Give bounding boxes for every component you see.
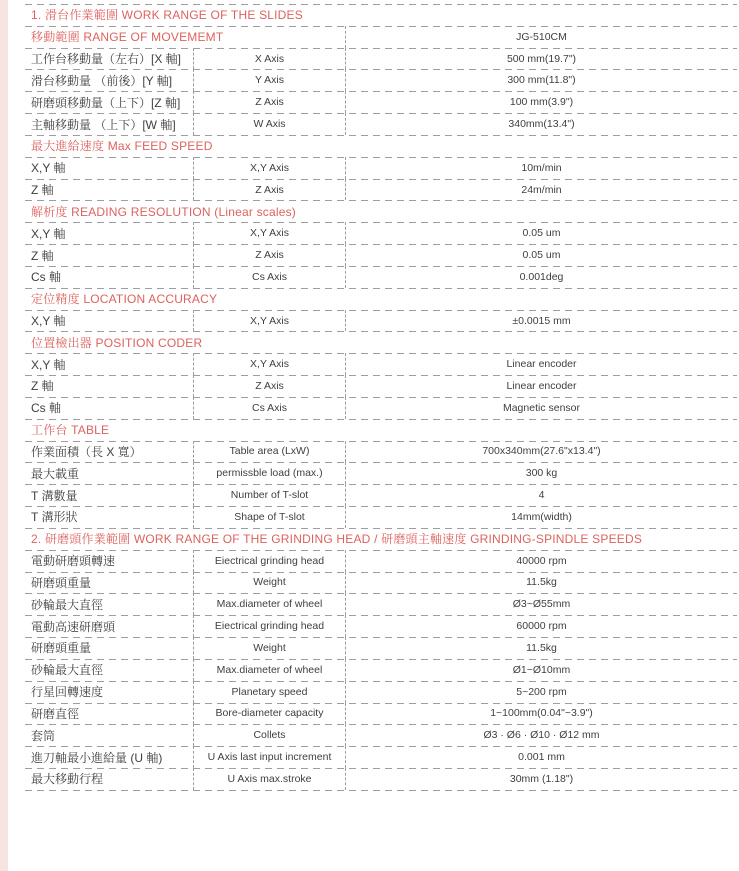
- spec-label-zh: 研磨頭移動量（上下）[Z 軸]: [31, 95, 181, 110]
- spec-row: [25, 593, 737, 615]
- section-header-row: [25, 528, 737, 550]
- spec-label-en: Cs Axis: [193, 397, 345, 419]
- spec-value: 10m/min: [345, 157, 737, 179]
- spec-label-en: Shape of T-slot: [193, 506, 345, 528]
- spec-label-zh: 工作台移動量（左右）[X 軸]: [31, 52, 182, 67]
- spec-value: 0.001deg: [345, 266, 737, 288]
- section-title: 最大進給速度 Max FEED SPEED: [31, 139, 213, 154]
- spec-row: [25, 768, 737, 790]
- spec-label-zh: 進刀軸最小進給量 (U 軸): [31, 750, 163, 765]
- spec-label-en: Planetary speed: [193, 681, 345, 703]
- section-title: 工作台 TABLE: [31, 423, 110, 438]
- spec-value: 5~200 rpm: [345, 681, 737, 703]
- spec-value: 340mm(13.4"): [345, 113, 737, 135]
- spec-row: [25, 310, 737, 332]
- spec-value: 700x340mm(27.6"x13.4"): [345, 441, 737, 463]
- section-header-row: [25, 288, 737, 310]
- spec-row: [25, 397, 737, 419]
- spec-value: 300 mm(11.8"): [345, 69, 737, 91]
- spec-row: [25, 69, 737, 91]
- spec-label-en: Z Axis: [193, 244, 345, 266]
- spec-label-zh: X,Y 軸: [31, 314, 66, 328]
- spec-row: [25, 157, 737, 179]
- spec-value: Ø1~Ø10mm: [345, 659, 737, 681]
- section-title: 2. 研磨頭作業範圍 WORK RANGE OF THE GRINDING HEAD / 研磨頭主軸速度 GRINDING-SPINDLE SPEEDS: [31, 532, 643, 547]
- spec-value: 500 mm(19.7"): [345, 48, 737, 70]
- spec-value: 11.5kg: [345, 572, 737, 594]
- spec-label-en: Max.diameter of wheel: [193, 593, 345, 615]
- spec-row: [25, 703, 737, 725]
- section-header-row: [25, 419, 737, 441]
- spec-label-zh: 電動研磨頭轉速: [31, 554, 116, 569]
- spec-value: Ø3 · Ø6 · Ø10 · Ø12 mm: [345, 724, 737, 746]
- spec-row: [25, 179, 737, 201]
- spec-label-zh: X,Y 軸: [31, 357, 66, 372]
- spec-value: Ø3~Ø55mm: [345, 593, 737, 615]
- spec-row: [25, 615, 737, 637]
- spec-label-zh: 行星回轉速度: [31, 685, 104, 700]
- page-margin-strip: [0, 0, 8, 871]
- spec-label-en: Weight: [193, 637, 345, 659]
- spec-label-zh: 主軸移動量 （上下）[W 軸]: [31, 117, 176, 132]
- spec-label-zh: 研磨頭重量: [31, 575, 92, 590]
- model-name: JG-510CM: [345, 26, 737, 48]
- spec-label-en: U Axis last input increment: [193, 746, 345, 768]
- spec-label-en: Table area (LxW): [193, 441, 345, 463]
- spec-value: Magnetic sensor: [345, 397, 737, 419]
- spec-row: [25, 91, 737, 113]
- spec-value: 1~100mm(0.04"~3.9"): [345, 703, 737, 725]
- spec-table: [25, 4, 737, 791]
- spec-label-zh: Cs 軸: [31, 401, 62, 416]
- spec-row: [25, 724, 737, 746]
- spec-row: [25, 550, 737, 572]
- section-header-row: [25, 200, 737, 222]
- section-header-row: [25, 4, 737, 26]
- spec-value: 14mm(width): [345, 506, 737, 528]
- spec-label-en: Number of T-slot: [193, 484, 345, 506]
- section-title: 1. 滑台作業範圍 WORK RANGE OF THE SLIDES: [31, 8, 303, 23]
- spec-row: [25, 266, 737, 288]
- section-header-row: [25, 135, 737, 157]
- spec-row: [25, 746, 737, 768]
- spec-value: 60000 rpm: [345, 615, 737, 637]
- spec-label-zh: Z 軸: [31, 379, 54, 394]
- spec-row: [25, 375, 737, 397]
- spec-value: Linear encoder: [345, 375, 737, 397]
- spec-value: 4: [345, 484, 737, 506]
- spec-value: ±0.0015 mm: [345, 310, 737, 332]
- spec-label-zh: 砂輪最大直徑: [31, 663, 104, 678]
- spec-label-zh: 研磨直徑: [31, 706, 80, 721]
- spec-label-en: X Axis: [193, 48, 345, 70]
- model-header-row: [25, 26, 737, 48]
- section-title: 解析度 READING RESOLUTION (Linear scales): [31, 204, 296, 219]
- section-header-row: [25, 331, 737, 353]
- spec-value: 30mm (1.18"): [345, 768, 737, 790]
- spec-label-en: W Axis: [193, 113, 345, 135]
- spec-label-zh: T 溝形狀: [31, 510, 78, 525]
- spec-label-en: Weight: [193, 572, 345, 594]
- spec-label-zh: 研磨頭重量: [31, 641, 92, 656]
- spec-label-en: Z Axis: [193, 179, 345, 201]
- spec-label-en: X,Y Axis: [193, 310, 345, 332]
- spec-label-en: Bore-diameter capacity: [193, 703, 345, 725]
- spec-label-zh: 砂輪最大直徑: [31, 597, 104, 612]
- spec-label-zh: X,Y 軸: [31, 161, 66, 176]
- spec-value: 0.001 mm: [345, 746, 737, 768]
- spec-value: 11.5kg: [345, 637, 737, 659]
- spec-label-zh: 電動高速研磨頭: [31, 619, 116, 634]
- spec-label-zh: 滑台移動量 （前後）[Y 軸]: [31, 73, 173, 88]
- spec-label-zh: Z 軸: [31, 248, 54, 263]
- spec-row: [25, 462, 737, 484]
- spec-row: [25, 659, 737, 681]
- spec-label-zh: 套筒: [31, 728, 56, 743]
- spec-label-zh: Cs 軸: [31, 270, 62, 285]
- spec-value: 0.05 um: [345, 222, 737, 244]
- spec-label-en: Collets: [193, 724, 345, 746]
- spec-label-en: Y Axis: [193, 69, 345, 91]
- spec-label-zh: Z 軸: [31, 183, 54, 198]
- spec-row: [25, 222, 737, 244]
- model-header-label: 移動範圍 RANGE OF MOVEMEMT: [31, 30, 224, 45]
- spec-row: [25, 48, 737, 70]
- spec-label-zh: T 溝數量: [31, 488, 78, 503]
- spec-value: 0.05 um: [345, 244, 737, 266]
- spec-label-zh: 作業面積（長 X 寬）: [31, 444, 142, 459]
- spec-value: Linear encoder: [345, 353, 737, 375]
- spec-value: 100 mm(3.9"): [345, 91, 737, 113]
- spec-value: 300 kg: [345, 462, 737, 484]
- spec-row: [25, 441, 737, 463]
- spec-label-en: Max.diameter of wheel: [193, 659, 345, 681]
- spec-label-zh: 最大載重: [31, 466, 80, 481]
- spec-row: [25, 572, 737, 594]
- spec-label-en: Eiectrical grinding head: [193, 615, 345, 637]
- spec-row: [25, 353, 737, 375]
- spec-label-zh: 最大移動行程: [31, 772, 104, 787]
- spec-row: [25, 681, 737, 703]
- spec-label-zh: X,Y 軸: [31, 226, 66, 241]
- spec-row: [25, 506, 737, 528]
- spec-row: [25, 484, 737, 506]
- spec-label-en: Z Axis: [193, 91, 345, 113]
- spec-label-en: Eiectrical grinding head: [193, 550, 345, 572]
- section-title: 位置檢出器 POSITION CODER: [31, 335, 203, 350]
- spec-label-en: X,Y Axis: [193, 353, 345, 375]
- spec-label-en: X,Y Axis: [193, 157, 345, 179]
- spec-label-en: permissble load (max.): [193, 462, 345, 484]
- spec-value: 24m/min: [345, 179, 737, 201]
- spec-row: [25, 113, 737, 135]
- spec-label-en: X,Y Axis: [193, 222, 345, 244]
- spec-row: [25, 637, 737, 659]
- spec-value: 40000 rpm: [345, 550, 737, 572]
- section-title: 定位精度 LOCATION ACCURACY: [31, 292, 218, 307]
- spec-label-en: Z Axis: [193, 375, 345, 397]
- spec-label-en: U Axis max.stroke: [193, 768, 345, 790]
- spec-label-en: Cs Axis: [193, 266, 345, 288]
- spec-row: [25, 244, 737, 266]
